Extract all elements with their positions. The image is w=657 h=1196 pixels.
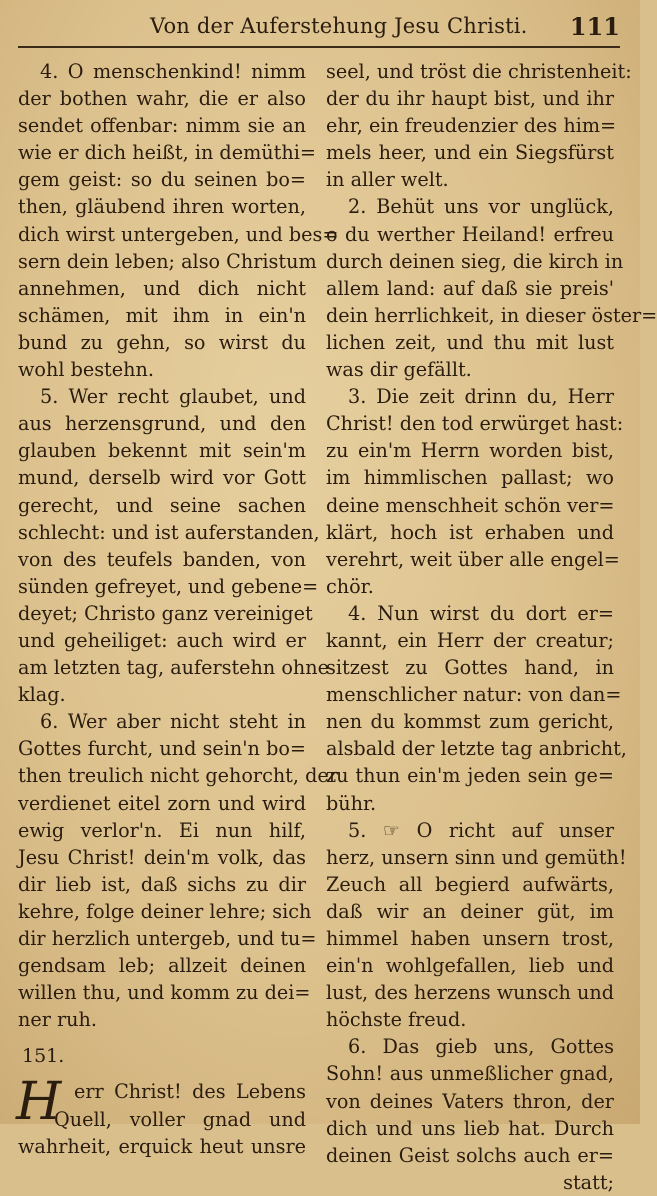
text-line: wohl bestehn. xyxy=(18,358,154,382)
text-line: deine menschheit schön ver= xyxy=(326,493,615,517)
text-line: Sohn! aus unmeßlicher gnad, xyxy=(326,1062,614,1086)
text-line: nen du kommst zum gericht, xyxy=(326,710,614,734)
text-line: sitzest zu Gottes hand, in xyxy=(326,656,614,680)
text-line: menschlicher natur: von dan= xyxy=(326,683,622,707)
text-line: verdienet eitel zorn und wird xyxy=(18,791,306,815)
text-line: bühr. xyxy=(326,791,377,815)
text-line: schlecht: und ist auferstanden, xyxy=(18,520,320,544)
text-line: und geheiliget: auch wird er xyxy=(18,628,306,652)
text-line: ehr, ein freudenzier des him= xyxy=(326,114,617,138)
text-line: dich wirst untergeben, und bes= xyxy=(18,222,339,246)
text-line: dir herzlich untergeb, und tu= xyxy=(18,927,317,950)
text-line: wie er dich heißt, in demüthi= xyxy=(18,141,316,165)
text-line: am letzten tag, auferstehn ohne xyxy=(18,656,329,680)
text-line: then treulich nicht gehorcht, der xyxy=(18,764,338,788)
text-line: aus herzensgrund, und den xyxy=(18,412,306,436)
text-line: seel, und tröst die christenheit: xyxy=(326,60,632,83)
running-title: Von der Auferstehung Jesu Christi. xyxy=(150,14,528,38)
text-line: 2. Behüt uns vor unglück, xyxy=(348,195,614,219)
text-line: Jesu Christ! dein'm volk, das xyxy=(18,845,306,869)
text-line: 5. Wer recht glaubet, und xyxy=(40,385,306,409)
text-line: daß wir an deiner güt, im xyxy=(326,899,614,923)
text-line: 6. Das gieb uns, Gottes xyxy=(348,1035,614,1059)
hymn-opening xyxy=(16,1072,306,1159)
text-line: annehmen, und dich nicht xyxy=(18,276,306,300)
text-line: 4. O menschenkind! nimm xyxy=(40,60,306,83)
text-line: was dir gefällt. xyxy=(326,358,472,382)
text-line: Gottes furcht, und sein'n bo= xyxy=(18,737,306,761)
text-line: 3. Die zeit drinn du, Herr xyxy=(348,385,614,409)
text-line: ner ruh. xyxy=(18,1008,97,1032)
text-line: dein herrlichkeit, in dieser öster= xyxy=(326,303,657,327)
text-line: ewig verlor'n. Ei nun hilf, xyxy=(18,818,306,842)
text-line: willen thu, und komm zu dei= xyxy=(18,981,311,1005)
text-line: herz, unsern sinn und gemüth! xyxy=(326,845,627,869)
text-line: chör. xyxy=(326,574,374,598)
page-number: 111 xyxy=(569,12,620,41)
left-column xyxy=(16,58,339,1160)
text-line: von des teufels banden, von xyxy=(18,547,306,571)
text-line: mund, derselb wird vor Gott xyxy=(18,466,306,490)
text-line: allem land: auf daß sie preis' xyxy=(326,276,614,300)
text-line: klärt, hoch ist erhaben und xyxy=(326,520,614,544)
text-line: 5. ☞ O richt auf unser xyxy=(348,818,614,842)
text-line: ein'n wohlgefallen, lieb und xyxy=(326,954,614,978)
left-column-text xyxy=(18,58,339,1033)
text-line: deinen Geist solchs auch er= xyxy=(326,1143,614,1167)
text-line: statt; xyxy=(563,1170,614,1194)
text-line: bund zu gehn, so wirst du xyxy=(18,330,306,354)
text-line: in aller welt. xyxy=(326,168,449,192)
text-line: der bothen wahr, die er also xyxy=(18,87,306,111)
text-line: lichen zeit, und thu mit lust xyxy=(326,330,614,354)
text-line: schämen, mit ihm in ein'n xyxy=(18,303,306,327)
text-line: 6. Wer aber nicht steht in xyxy=(40,710,306,734)
text-line: zu thun ein'm jeden sein ge= xyxy=(326,764,614,788)
text-line: lust, des herzens wunsch und xyxy=(326,981,614,1005)
text-line: sern dein leben; also Christum xyxy=(18,249,317,273)
text-line: then, gläubend ihren worten, xyxy=(18,195,306,219)
text-line: im himmlischen pallast; wo xyxy=(326,466,614,490)
text-line: durch deinen sieg, die kirch in xyxy=(326,249,624,273)
text-line: höchste freud. xyxy=(326,1008,467,1032)
text-line: klag. xyxy=(18,683,66,707)
text-line: glauben bekennt mit sein'm xyxy=(18,439,306,463)
text-line: von deines Vaters thron, der xyxy=(326,1089,614,1113)
text-line: Zeuch all begierd aufwärts, xyxy=(326,872,614,896)
text-line: kehre, folge deiner lehre; sich xyxy=(18,899,312,923)
right-column-text xyxy=(326,58,657,1196)
text-line: himmel haben unsern trost, xyxy=(326,927,614,950)
text-line: alsbald der letzte tag anbricht, xyxy=(326,737,627,761)
hymn-first-line: err Christ! des Lebens xyxy=(74,1080,306,1104)
text-line: gendsam leb; allzeit deinen xyxy=(18,954,306,978)
page-header xyxy=(0,4,640,48)
text-line: 4. Nun wirst du dort er= xyxy=(348,601,614,625)
text-line: der du ihr haupt bist, und ihr xyxy=(326,87,614,111)
right-column xyxy=(326,58,657,1196)
text-line: sünden gefreyet, und gebene= xyxy=(18,574,319,598)
dropcap-initial: H xyxy=(16,1072,62,1133)
text-line: o du werther Heiland! erfreu xyxy=(326,222,614,246)
text-line: gerecht, und seine sachen xyxy=(18,493,306,517)
header-rule xyxy=(18,46,620,48)
hymn-first-line: Quell, voller gnad und xyxy=(54,1107,306,1131)
text-line: zu ein'm Herrn worden bist, xyxy=(326,439,614,463)
hymn-number: 151. xyxy=(22,1045,65,1068)
text-line: dich und uns lieb hat. Durch xyxy=(326,1116,614,1140)
text-line: kannt, ein Herr der creatur; xyxy=(326,628,614,652)
text-line: deyet; Christo ganz vereiniget xyxy=(18,601,313,625)
text-line: mels heer, und ein Siegsfürst xyxy=(326,141,614,165)
text-line: verehrt, weit über alle engel= xyxy=(326,547,620,571)
text-line: dir lieb ist, daß sichs zu dir xyxy=(18,872,306,896)
hymn-first-line: wahrheit, erquick heut unsre xyxy=(18,1134,306,1158)
text-line: Christ! den tod erwürget hast: xyxy=(326,412,624,436)
text-line: sendet offenbar: nimm sie an xyxy=(18,114,306,138)
text-line: gem geist: so du seinen bo= xyxy=(18,168,306,192)
